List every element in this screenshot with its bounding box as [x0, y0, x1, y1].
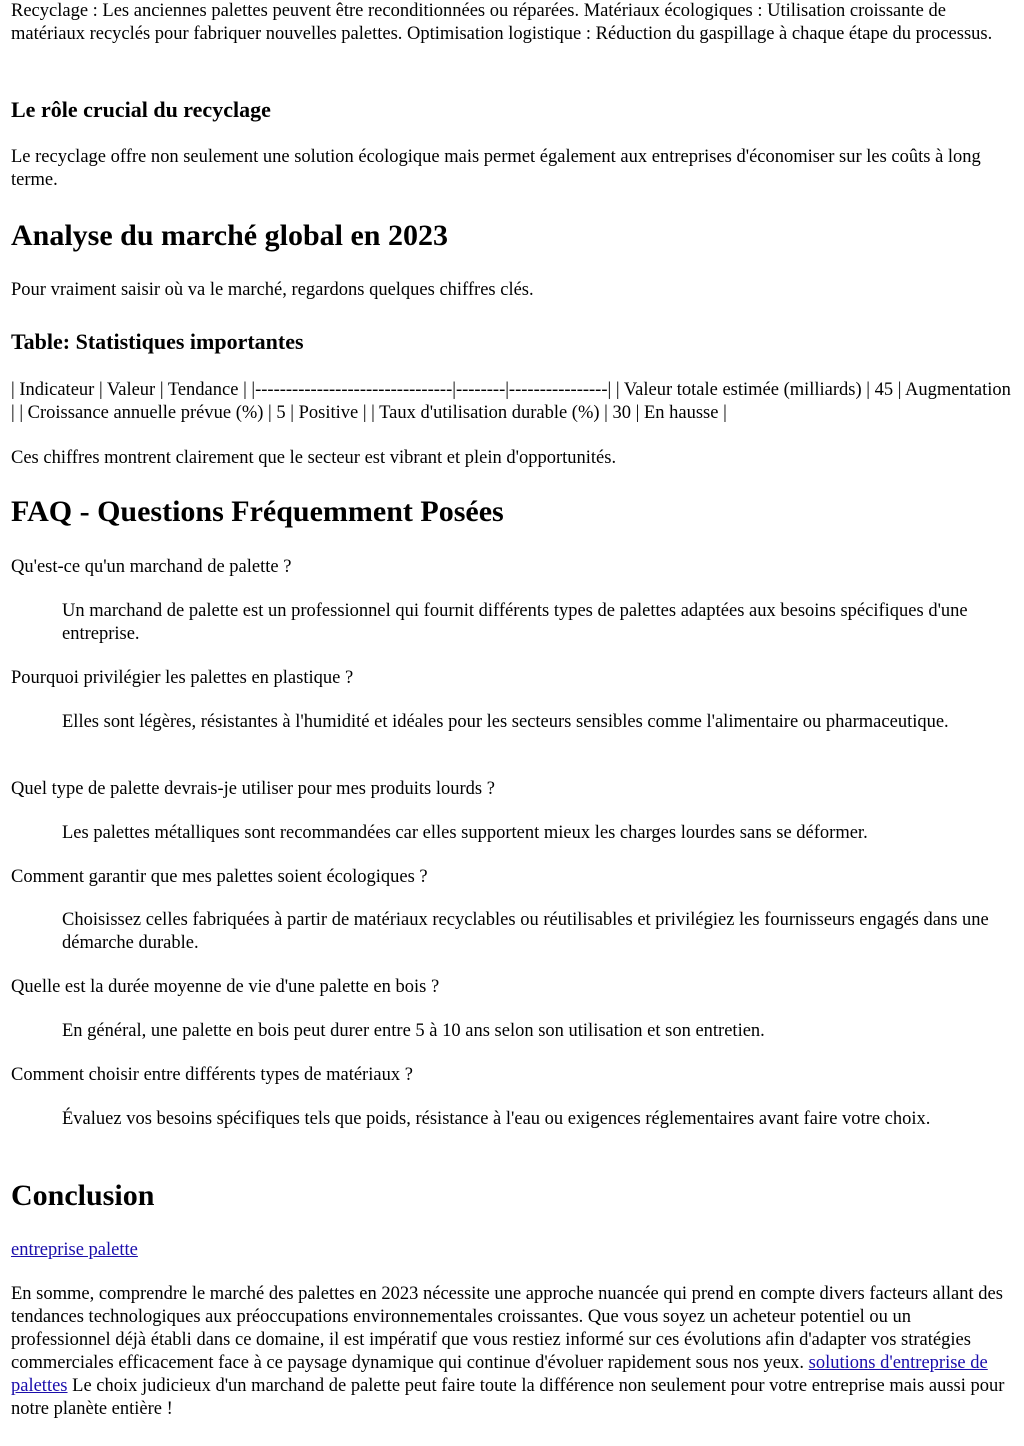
- recycling-body: Le recyclage offre non seulement une solution écologique mais permet également aux entreprises d'économiser sur les coûts à long terme.: [11, 147, 981, 190]
- market-heading: Analyse du marché global en 2023: [11, 219, 448, 252]
- faq-answer: Choisissez celles fabriquées à partir de matériaux recyclables ou réutilisables et privilégiez les fournisseurs engagés dans une démarche durable.: [62, 910, 989, 953]
- market-closing: Ces chiffres montrent clairement que le secteur est vibrant et plein d'opportunités.: [11, 448, 617, 468]
- recycling-heading: Le rôle crucial du recyclage: [11, 97, 271, 122]
- palette-solutions-link[interactable]: solutions d'entreprise de palettes: [11, 1353, 988, 1396]
- faq-answer: En général, une palette en bois peut durer entre 5 à 10 ans selon son utilisation et son entretien.: [62, 1021, 765, 1041]
- conclusion-heading: Conclusion: [11, 1179, 155, 1212]
- faq-answer: Évaluez vos besoins spécifiques tels que poids, résistance à l'eau ou exigences réglementaires avant faire votre choix.: [62, 1109, 931, 1129]
- faq-answer: Les palettes métalliques sont recommandées car elles supportent mieux les charges lourdes sans se déformer.: [62, 823, 868, 843]
- faq-question: Comment garantir que mes palettes soient écologiques ?: [11, 867, 428, 887]
- faq-question: Quelle est la durée moyenne de vie d'une palette en bois ?: [11, 977, 440, 997]
- statistics-table-text: | Indicateur | Valeur | Tendance | |--------------------------------|--------|----------------| | Valeur totale estimée (milliards) | 45 | Augmentation | | Croissance annuelle prévue (%) | 5 | Positive | | Taux d'utilisation durable (%) | 30 | En hausse |: [11, 380, 1011, 423]
- faq-answer: Elles sont légères, résistantes à l'humidité et idéales pour les secteurs sensibles comme l'alimentaire ou pharmaceutique.: [62, 712, 949, 732]
- entreprise-palette-link[interactable]: entreprise palette: [11, 1240, 138, 1260]
- faq-heading: FAQ - Questions Fréquemment Posées: [11, 495, 504, 528]
- table-heading: Table: Statistiques importantes: [11, 329, 304, 354]
- faq-answer: Un marchand de palette est un professionnel qui fournit différents types de palettes adaptées aux besoins spécifiques d'une entreprise.: [62, 601, 968, 644]
- conclusion-text-end: Le choix judicieux d'un marchand de palette peut faire toute la différence non seulement pour votre entreprise mais aussi pour notre planète entière !: [11, 1376, 1005, 1419]
- conclusion-link-paragraph: [11, 1239, 1015, 1262]
- market-intro: Pour vraiment saisir où va le marché, regardons quelques chiffres clés.: [11, 280, 534, 300]
- conclusion-body: [11, 1283, 1015, 1421]
- faq-question: Pourquoi privilégier les palettes en plastique ?: [11, 668, 354, 688]
- faq-question: Quel type de palette devrais-je utiliser pour mes produits lourds ?: [11, 779, 495, 799]
- intro-paragraph: Recyclage : Les anciennes palettes peuvent être reconditionnées ou réparées. Matériaux écologiques : Utilisation croissante de matériaux recyclés pour fabriquer nouvelles palettes. Optimisation logistique : Réduction du gaspillage à chaque étape du processus.: [11, 1, 993, 44]
- conclusion-text-start: En somme, comprendre le marché des palettes en 2023 nécessite une approche nuancée qui prend en compte divers facteurs allant des tendances technologiques aux préoccupations environnementales croissantes. Que vous soyez un acheteur potentiel ou un professionnel déjà établi dans ce domaine, il est impératif que vous restiez informé sur ces évolutions afin d'adapter vos stratégies commerciales efficacement face à ce paysage dynamique qui continue d'évoluer rapidement sous nos yeux.: [11, 1284, 1003, 1373]
- faq-question: Comment choisir entre différents types de matériaux ?: [11, 1065, 413, 1085]
- faq-question: Qu'est-ce qu'un marchand de palette ?: [11, 557, 292, 577]
